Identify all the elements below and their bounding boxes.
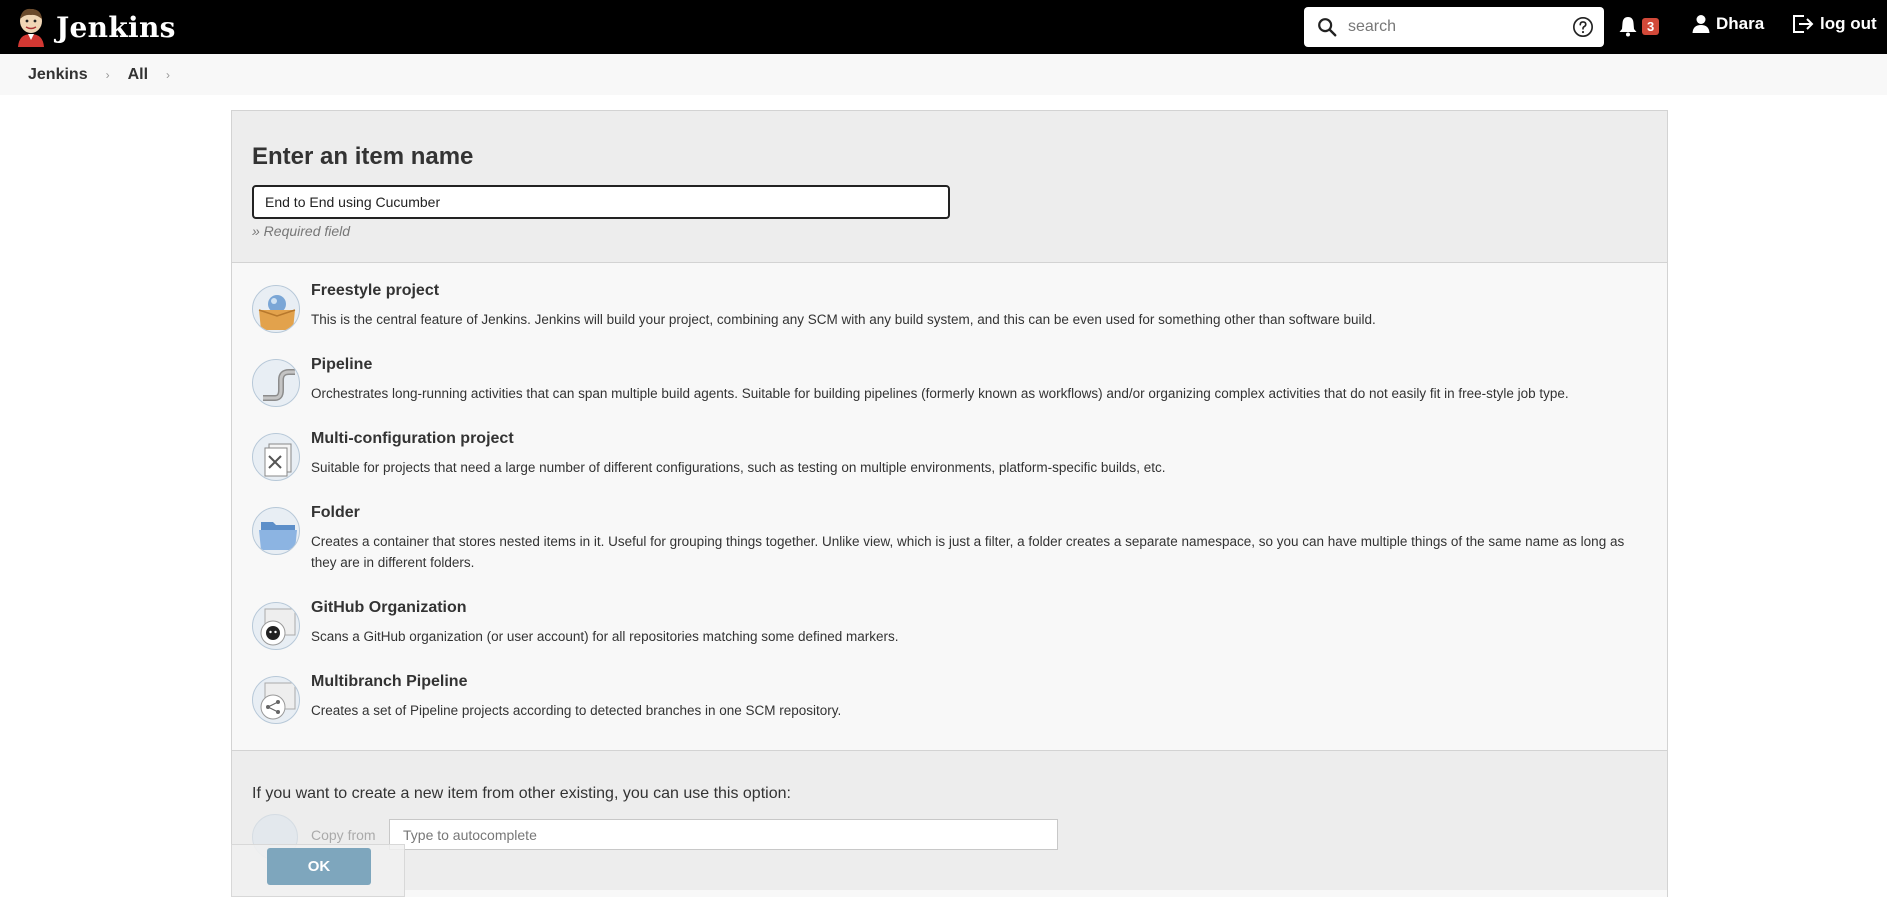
item-type-description: Orchestrates long-running activities that can span multiple build agents. Suitable for building pipelines (formerly known as workflows) and/or organizing complex activities that do not easily fit in free-style job type.: [311, 386, 1569, 401]
item-name-input[interactable]: [252, 185, 950, 219]
breadcrumb-chevron-icon[interactable]: ›: [105, 67, 110, 82]
help-icon[interactable]: [1572, 16, 1594, 38]
breadcrumb: [0, 54, 1887, 95]
breadcrumb-jenkins[interactable]: Jenkins: [28, 65, 88, 83]
item-type-description: Suitable for projects that need a large number of different configurations, such as testing on multiple environments, platform-specific builds, etc.: [311, 460, 1166, 475]
copy-from-label: Copy from: [311, 827, 376, 843]
user-link[interactable]: [1692, 14, 1764, 34]
notifications-button[interactable]: [1618, 15, 1659, 37]
breadcrumb-all[interactable]: All: [127, 65, 149, 83]
app-name: Jenkins: [56, 10, 176, 44]
pipeline-icon: [252, 359, 300, 407]
ok-button[interactable]: OK: [267, 848, 371, 885]
search-icon: [1316, 16, 1338, 38]
item-type-title: Multibranch Pipeline: [311, 673, 468, 690]
jenkins-butler-icon: [14, 7, 48, 47]
user-name: Dhara: [1716, 14, 1765, 33]
copy-from-section: [232, 750, 1667, 890]
search-input[interactable]: [1348, 18, 1568, 36]
bell-icon: [1618, 15, 1638, 37]
ok-button-bar: [231, 844, 405, 897]
copy-from-input[interactable]: [389, 819, 1058, 850]
folder-icon: [252, 507, 300, 555]
item-type-description: Creates a set of Pipeline projects according to detected branches in one SCM repository.: [311, 703, 842, 718]
item-name-section: [232, 111, 1667, 263]
github-organization-icon: [252, 602, 300, 650]
logout-label: log out: [1820, 14, 1877, 33]
user-icon: [1692, 14, 1710, 34]
item-type-description: This is the central feature of Jenkins. Jenkins will build your project, combining any SCM with any build system, and this can be even used for something other than software build.: [311, 312, 1376, 327]
item-type-title: Multi-configuration project: [311, 430, 514, 447]
notification-count-badge: 3: [1642, 18, 1659, 35]
item-type-description: Creates a container that stores nested items in it. Useful for grouping things together. Unlike view, which is just a filter, a folder creates a separate namespace, so you can have multiple things of the same name as long as they are in different folders.: [311, 534, 1625, 570]
page-title: Enter an item name: [252, 143, 474, 170]
multi-configuration-icon: [252, 433, 300, 481]
item-type-title: Folder: [311, 504, 360, 521]
jenkins-logo-link[interactable]: [14, 7, 176, 47]
breadcrumb-chevron-icon[interactable]: ›: [166, 67, 171, 82]
multibranch-pipeline-icon: [252, 676, 300, 724]
freestyle-project-icon: [252, 285, 300, 333]
item-type-title: Pipeline: [311, 356, 373, 373]
top-header: [0, 0, 1887, 54]
search-box: [1304, 7, 1604, 47]
item-type-description: Scans a GitHub organization (or user account) for all repositories matching some defined markers.: [311, 629, 899, 644]
required-field-note: » Required field: [252, 223, 351, 239]
copy-from-prompt: If you want to create a new item from other existing, you can use this option:: [252, 785, 791, 802]
new-item-panel: [231, 110, 1668, 897]
logout-icon: [1792, 14, 1814, 34]
logout-link[interactable]: [1792, 14, 1877, 34]
item-type-title: Freestyle project: [311, 282, 440, 299]
item-type-title: GitHub Organization: [311, 599, 467, 616]
